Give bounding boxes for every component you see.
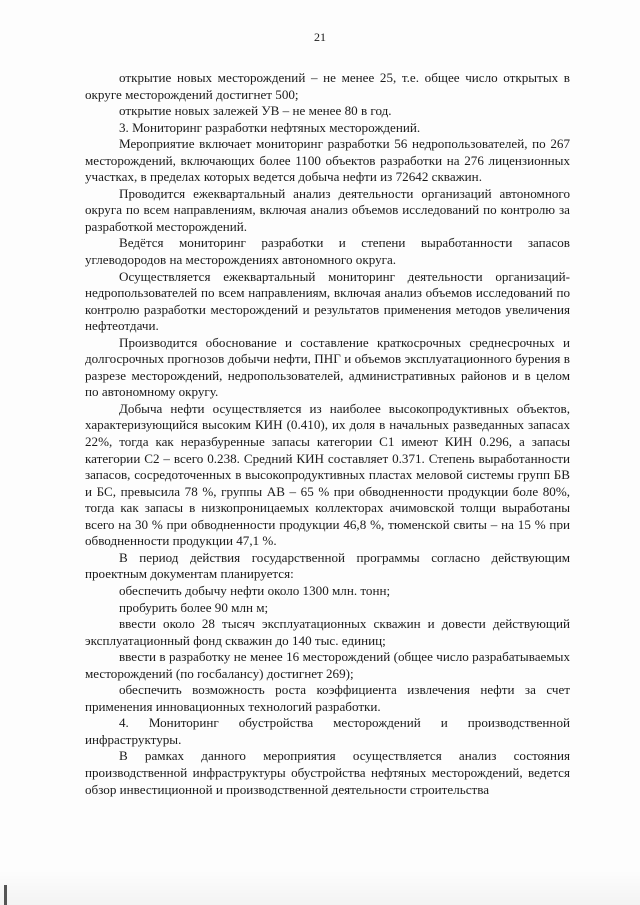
paragraph-quarterly-analysis: Проводится ежеквартальный анализ деятельности организаций автономного округа по всем направлениям, включая анализ объемов исследований по контролю за разработкой месторождений. (85, 185, 570, 234)
paragraph-program-plans: В период действия государственной программы согласно действующим проектным документам планируется: (85, 549, 570, 582)
paragraph-new-fields: открытие новых месторождений – не менее 25, т.е. общее число открытых в округе месторождений достигнет 500; (85, 70, 570, 102)
paragraph-new-deposits: открытие новых залежей УВ – не менее 80 в год. (119, 103, 392, 119)
paragraph-forecasts: Производится обоснование и составление краткосрочных среднесрочных и долгосрочных прогнозов добычи нефти, ПНГ и объемов эксплуатационного бурения в разрезе месторождений, недропользователей, административных районов и в целом по автономному округу. (85, 334, 570, 400)
document-body (85, 70, 570, 798)
paragraph-subsoil-user-monitoring: Осуществляется ежеквартальный мониторинг деятельности организаций-недропользователей по всем направлениям, включая анализ объемов исследований по контролю разработки месторождений и результатов применения методов увеличения нефтеотдачи. (85, 268, 570, 334)
paragraph-infrastructure-analysis: В рамках данного мероприятия осуществляется анализ состояния производственной инфраструктуры обустройства нефтяных месторождений, ведется обзор инвестиционной и производственной деятельности строительства (85, 748, 570, 797)
scan-shadow (0, 870, 640, 905)
list-item-wells: ввести около 28 тысяч эксплуатационных скважин и довести действующий эксплуатационный фонд скважин до 140 тыс. единиц; (85, 616, 570, 648)
scan-edge-mark (4, 885, 7, 905)
page-number: 21 (314, 30, 326, 44)
paragraph-monitoring-scope: Мероприятие включает мониторинг разработки 56 недропользователей, по 267 месторождений, включающих более 1100 объектов разработки на 276 лицензионных участках, в пределах которых ведется добыча нефти из 72642 скважин. (85, 136, 570, 185)
paragraph-depletion-monitoring: Ведётся мониторинг разработки и степени выработанности запасов углеводородов на месторождениях автономного округа. (85, 235, 570, 268)
section-heading-infrastructure-monitoring: 4. Мониторинг обустройства месторождений и производственной инфраструктуры. (85, 715, 570, 747)
section-heading-development-monitoring: 3. Мониторинг разработки нефтяных месторождений. (119, 119, 421, 135)
list-item-recovery-growth: обеспечить возможность роста коэффициента извлечения нефти за счет применения инновационных технологий разработки. (85, 682, 570, 714)
list-item-drilling: пробурить более 90 млн м; (119, 599, 269, 615)
list-item-new-fields-development: ввести в разработку не менее 16 месторождений (общее число разрабатываемых месторождений (по госбалансу) достигнет 269); (85, 649, 570, 681)
paragraph-oil-recovery-factor: Добыча нефти осуществляется из наиболее высокопродуктивных объектов, характеризующийся высоким КИН (0.410), их доля в начальных разведанных запасах 22%, тогда как неразбуренные запасы категории С1 имеют КИН 0.296, а запасы категории С2 – всего 0.238. Средний КИН составляет 0.371. Степень выработанности запасов, сосредоточенных в высокопродуктивных пластах меловой системы групп БВ и БС, превысила 78 %, группы АВ – 65 % при обводненности продукции боле 80%, тогда как запасы в низкопроницаемых коллекторах ачимовской толщи выработаны всего на 30 % при обводненности продукции 46,8 %, тюменской свиты – на 15 % при обводненности продукции 47,1 %. (85, 400, 570, 549)
list-item-oil-production: обеспечить добычу нефти около 1300 млн. тонн; (119, 582, 391, 598)
